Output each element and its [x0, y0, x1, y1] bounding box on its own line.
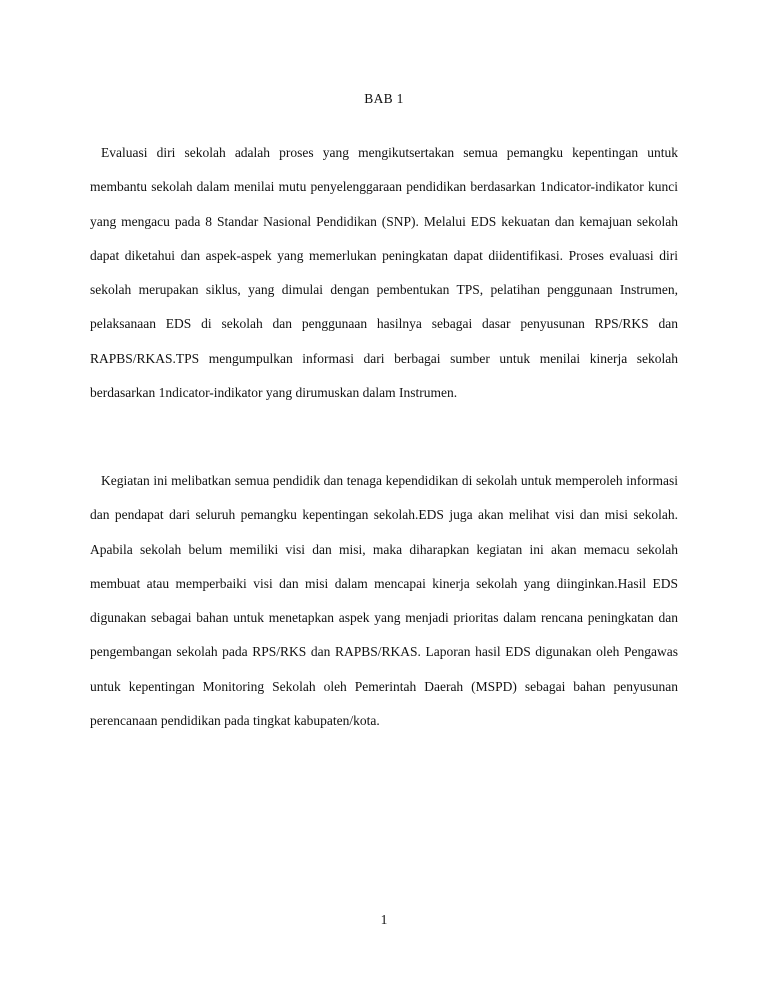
paragraph-2: Kegiatan ini melibatkan semua pendidik dan tenaga kependidikan di sekolah untuk memperoleh informasi dan pendapat dari seluruh pemangku kepentingan sekolah.EDS juga akan melihat visi dan misi sekolah. Apabila sekolah belum memiliki visi dan misi, maka diharapkan kegiatan ini akan memacu sekolah membuat atau memperbaiki visi dan misi dalam mencapai kinerja sekolah yang diinginkan.Hasil EDS digunakan sebagai bahan untuk menetapkan aspek yang menjadi prioritas dalam rencana peningkatan dan pengembangan sekolah pada RPS/RKS dan RAPBS/RKAS. Laporan hasil EDS digunakan oleh Pengawas untuk kepentingan Monitoring Sekolah oleh Pemerintah Daerah (MSPD) sebagai bahan penyusunan perencanaan pendidikan pada tingkat kabupaten/kota. [90, 473, 678, 729]
page-number: 1 [380, 912, 388, 927]
paragraph-1: Evaluasi diri sekolah adalah proses yang mengikutsertakan semua pemangku kepentingan untuk membantu sekolah dalam menilai mutu penyelenggaraan pendidikan berdasarkan 1ndicator-indikator kunci yang mengacu pada 8 Standar Nasional Pendidikan (SNP). Melalui EDS kekuatan dan kemajuan sekolah dapat diketahui dan aspek-aspek yang memerlukan peningkatan dapat diidentifikasi. Proses evaluasi diri sekolah merupakan siklus, yang dimulai dengan pembentukan TPS, pelatihan penggunaan Instrumen, pelaksanaan EDS di sekolah dan penggunaan hasilnya sebagai dasar penyusunan RPS/RKS dan RAPBS/RKAS.TPS mengumpulkan informasi dari berbagai sumber untuk menilai kinerja sekolah berdasarkan 1ndicator-indikator yang dirumuskan dalam Instrumen. [90, 145, 678, 401]
chapter-title: BAB 1 [364, 91, 404, 106]
